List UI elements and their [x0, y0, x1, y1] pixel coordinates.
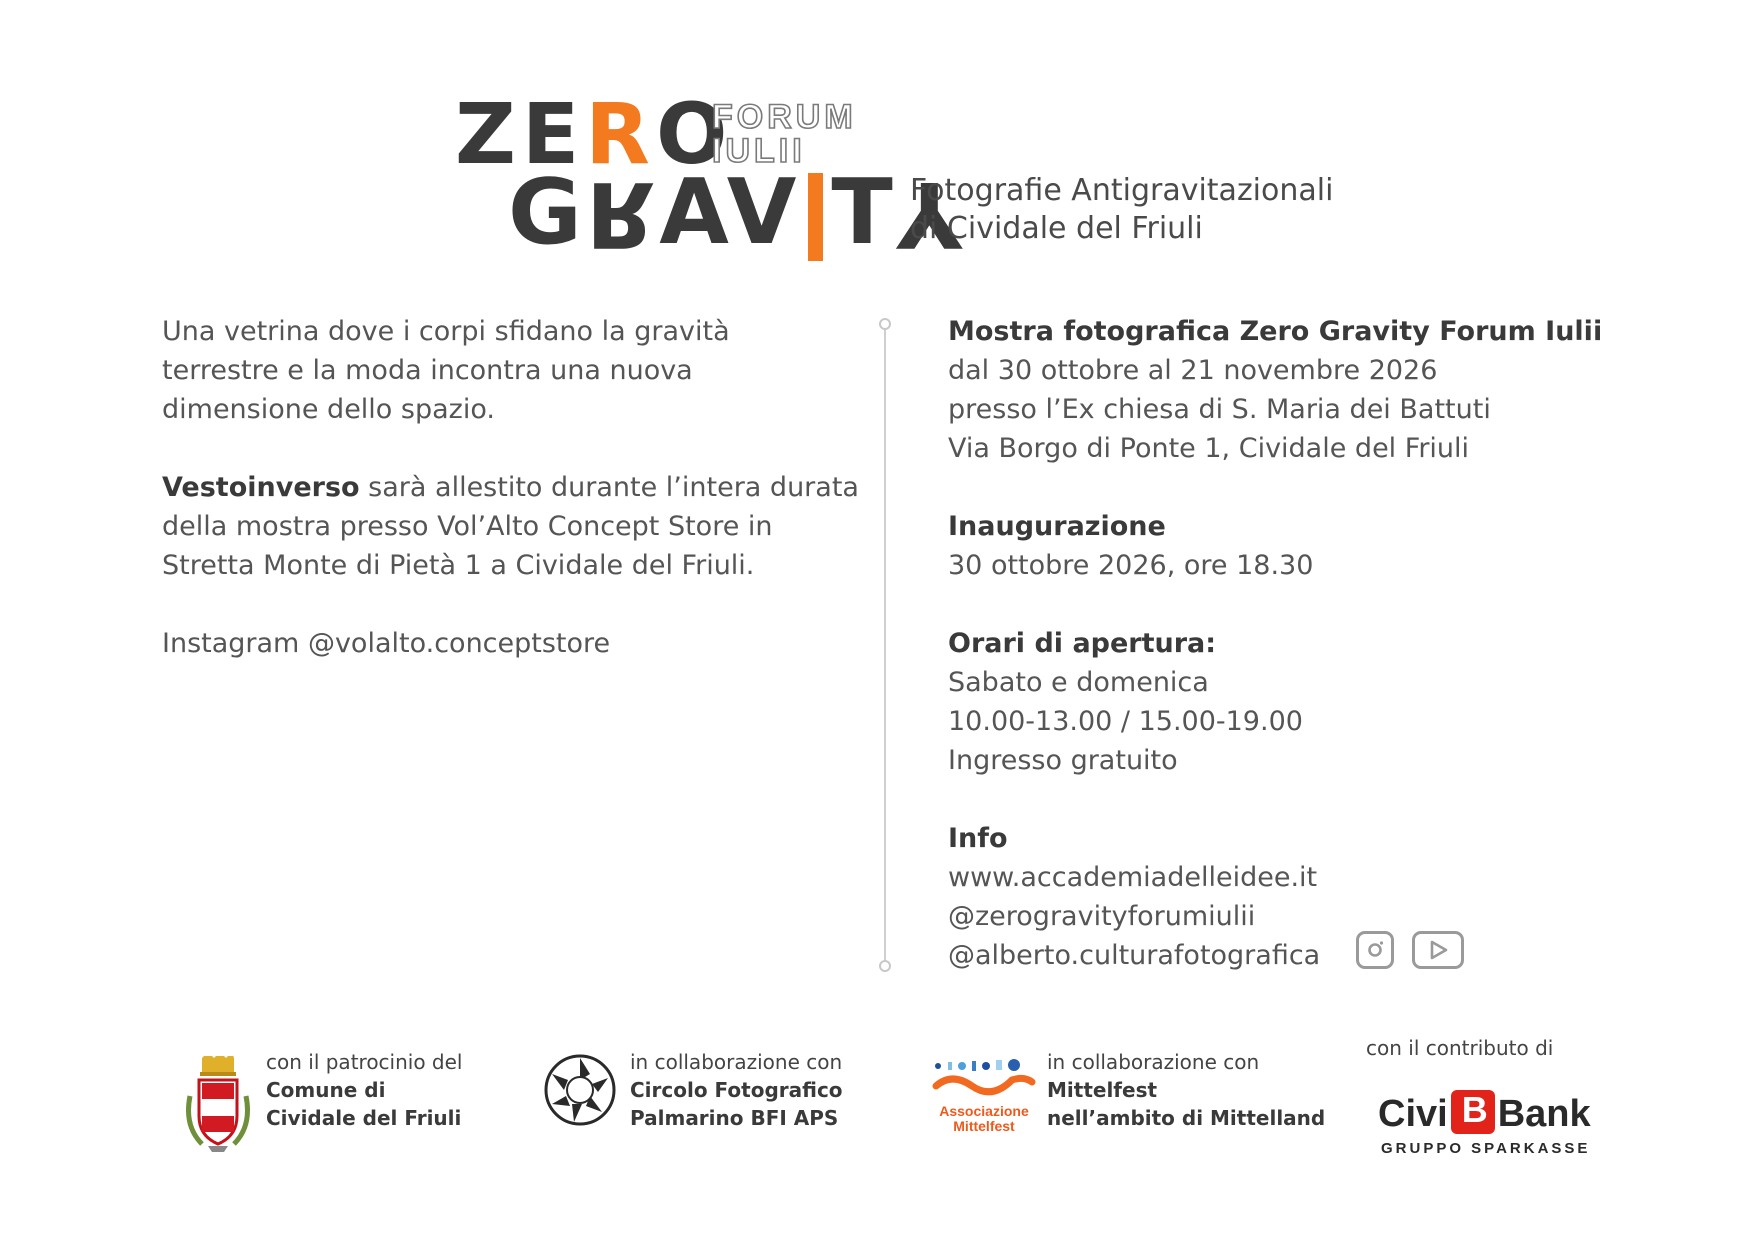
description-column: [162, 312, 862, 702]
info-handle-zerogravity[interactable]: @zerogravityforumiulii: [948, 901, 1256, 932]
collab1-credit: in collaborazione con Circolo Fotografico Palmarino BFI APS: [630, 1050, 843, 1130]
inauguration-block: [948, 507, 1648, 585]
mittelfest-logo-mark: [932, 1058, 1036, 1102]
hours-days: Sabato e domenica: [948, 667, 1209, 698]
instagram-icon[interactable]: [1356, 931, 1394, 969]
civibank-logo: Civi B Bank: [1378, 1089, 1591, 1135]
info-website[interactable]: www.accademiadelleidee.it: [948, 862, 1318, 893]
collab2-credit: in collaborazione con Mittelfest nell’ambito di Mittelland: [1047, 1050, 1326, 1130]
exhibition-block: [948, 312, 1648, 468]
hours-title: Orari di apertura:: [948, 628, 1217, 659]
patron-credit: con il patrocinio del Comune di Cividale del Friuli: [266, 1050, 463, 1130]
youtube-glyph: [1427, 940, 1449, 960]
exhibition-dates: dal 30 ottobre al 21 novembre 2026: [948, 355, 1438, 386]
inauguration-title: Inaugurazione: [948, 511, 1166, 542]
details-column: [948, 312, 1648, 975]
inauguration-when: 30 ottobre 2026, ore 18.30: [948, 550, 1314, 581]
mittelfest-logo-text: Associazione Mittelfest: [939, 1103, 1029, 1134]
coat-of-arms-icon: [182, 1056, 254, 1154]
info-block: [948, 819, 1648, 975]
hours-block: [948, 624, 1648, 780]
logo-orange-bar: [808, 173, 823, 261]
logo-forum-iulii: FORUM IULII: [712, 98, 857, 170]
aperture-icon: [542, 1052, 618, 1128]
tagline: Fotografie Antigravitazionali di Cividale del Friuli: [910, 173, 1334, 246]
divider-top-dot: [879, 318, 891, 330]
column-divider: [884, 326, 886, 968]
civibank-group: GRUPPO SPARKASSE: [1381, 1140, 1591, 1157]
logo-zero-word: ZERO: [455, 85, 734, 183]
civibank-mark-icon: B: [1451, 1090, 1495, 1134]
info-handle-alberto[interactable]: @alberto.culturafotografica: [948, 940, 1321, 971]
hours-entry: Ingresso gratuito: [948, 745, 1178, 776]
hours-times: 10.00-13.00 / 15.00-19.00: [948, 706, 1303, 737]
instagram-line[interactable]: Instagram @volalto.conceptstore: [162, 628, 611, 659]
exhibition-address: Via Borgo di Ponte 1, Cividale del Friuli: [948, 433, 1470, 464]
description-paragraph: Una vetrina dove i corpi sfidano la gravità terrestre e la moda incontra una nuova dimensione dello spazio.: [162, 316, 730, 425]
vestoinverso-paragraph: Vestoinverso sarà allestito durante l’intera durata della mostra presso Vol’Alto Concept Store in Stretta Monte di Pietà 1 a Cividale del Friuli.: [162, 472, 859, 581]
exhibition-venue: presso l’Ex chiesa di S. Maria dei Battuti: [948, 394, 1491, 425]
divider-bottom-dot: [879, 960, 891, 972]
sponsor-intro: con il contributo di: [1366, 1036, 1554, 1060]
exhibition-title: Mostra fotografica Zero Gravity Forum Iulii: [948, 316, 1603, 347]
youtube-icon[interactable]: [1412, 931, 1464, 969]
logo-gravity-word: GRAV TY: [508, 160, 966, 266]
info-title: Info: [948, 823, 1008, 854]
instagram-glyph: [1363, 938, 1387, 962]
